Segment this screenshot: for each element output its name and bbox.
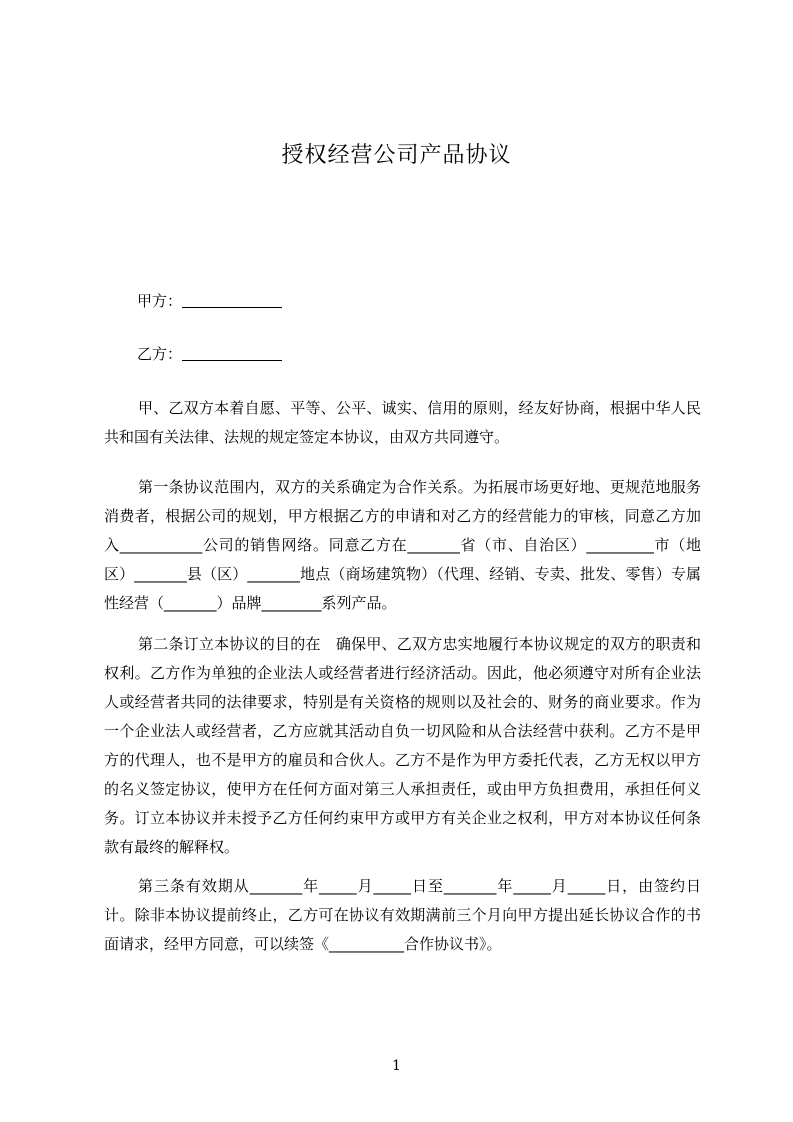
page-number: 1 (392, 1058, 401, 1074)
article-3-paragraph: 第三条有效期从_______年_____月_____日至_______年_____月_____日，由签约日计。除非本协议提前终止，乙方可在协议有效期满前三个月向甲方提出延长协议合作的书面请求，经甲方同意，可以续签《__________合作协议书》。 (104, 877, 701, 953)
article-1-paragraph: 第一条协议范围内，双方的关系确定为合作关系。为拓展市场更好地、更规范地服务消费者，根据公司的规划，甲方根据乙方的申请和对乙方的经营能力的审核，同意乙方加入___________公司的销售网络。同意乙方在_______省（市、自治区）_________市（地区）_______县（区）_______地点（商场建筑物）（代理、经销、专卖、批发、零售）专属性经营（_______）品牌________系列产品。 (104, 478, 701, 612)
article-2-paragraph: 第二条订立本协议的目的在 确保甲、乙双方忠实地履行本协议规定的双方的职责和权利。乙方作为单独的企业法人或经营者进行经济活动。因此，他必须遵守对所有企业法人或经营者共同的法律要求，特别是有关资格的规则以及社会的、财务的商业要求。作为一个企业法人或经营者，乙方应就其活动自负一切风险和从合法经营中获利。乙方不是甲方的代理人，也不是甲方的雇员和合伙人。乙方不是作为甲方委托代表，乙方无权以甲方的名义签定协议，使甲方在任何方面对第三人承担责任，或由甲方负担费用，承担任何义务。订立本协议并未授予乙方任何约束甲方或甲方有关企业之权利，甲方对本协议任何条款有最终的解释权。 (104, 635, 701, 856)
party-b-label: 乙方： (137, 345, 183, 363)
party-b-blank (182, 344, 282, 361)
document-title: 授权经营公司产品协议 (281, 143, 512, 168)
party-a-line (137, 289, 282, 313)
party-b-line (137, 342, 282, 366)
party-a-label: 甲方： (137, 292, 183, 310)
preamble-paragraph: 甲、乙双方本着自愿、平等、公平、诚实、信用的原则，经友好协商，根据中华人民共和国有关法律、法规的规定签定本协议，由双方共同遵守。 (104, 399, 701, 446)
party-a-blank (182, 291, 282, 308)
